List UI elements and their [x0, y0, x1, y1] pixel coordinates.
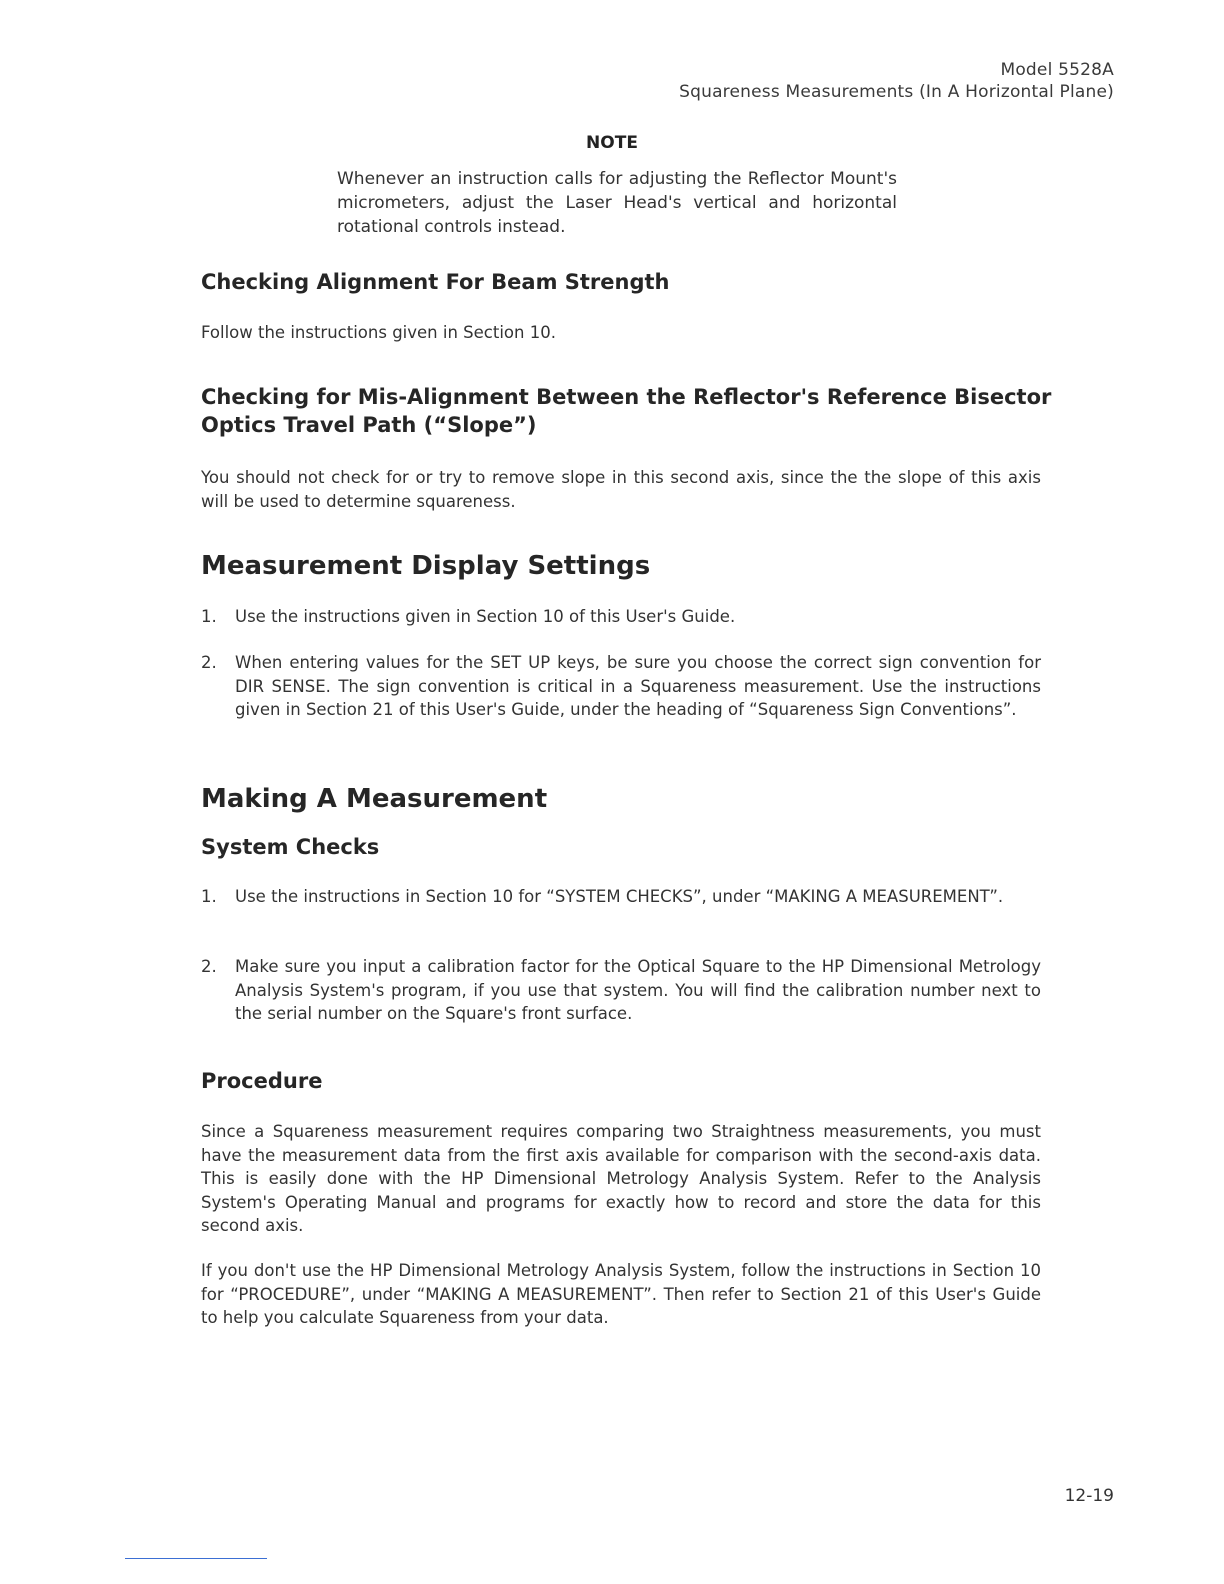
procedure-paragraph: If you don't use the HP Dimensional Metrology Analysis System, follow the instructions in Section 10 for “PROCEDURE”, under “MAKING A MEASUREMENT”. Then refer to Section 21 of this User's Guide to help you calculate Squareness from your data.: [201, 1261, 1041, 1327]
header-section-title: Squareness Measurements (In A Horizontal Plane): [679, 82, 1114, 102]
footer-divider: [125, 1558, 267, 1559]
list-item: [201, 605, 1041, 629]
list-item-text: Use the instructions given in Section 10 of this User's Guide.: [235, 607, 736, 626]
list-item-text: Use the instructions in Section 10 for “SYSTEM CHECKS”, under “MAKING A MEASUREMENT”.: [235, 887, 1004, 906]
list-item-number: 1.: [201, 887, 217, 906]
list-item-text: Make sure you input a calibration factor for the Optical Square to the HP Dimensional Metrology Analysis System's program, if you use that system. You will find the calibration number next to the serial number on the Square's front surface.: [235, 957, 1041, 1023]
heading-procedure: Procedure: [201, 1069, 323, 1093]
misalignment-text: You should not check for or try to remove slope in this second axis, since the the slope of this axis will be used to determine squareness.: [201, 468, 1041, 511]
note-title: NOTE: [586, 133, 638, 153]
heading-display-settings: Measurement Display Settings: [201, 551, 651, 581]
heading-making-measurement: Making A Measurement: [201, 784, 548, 814]
list-item-number: 2.: [201, 653, 217, 672]
list-item: [201, 885, 1041, 909]
procedure-paragraph: Since a Squareness measurement requires comparing two Straightness measurements, you must have the measurement data from the first axis available for comparison with the second-axis data. This is easily done with the HP Dimensional Metrology Analysis System. Refer to the Analysis System's Operating Manual and programs for exactly how to record and store the data for this second axis.: [201, 1122, 1041, 1235]
note-text: Whenever an instruction calls for adjusting the Reflector Mount's micrometers, adjust the Laser Head's vertical and horizontal rotational controls instead.: [337, 169, 897, 237]
list-item-number: 2.: [201, 957, 217, 976]
heading-system-checks: System Checks: [201, 835, 380, 859]
list-item: [201, 651, 1041, 722]
heading-misalignment: Checking for Mis-Alignment Between the Reflector's Reference Bisector Optics Travel Path (“Slope”): [201, 385, 1052, 437]
page-number: 12-19: [1064, 1486, 1114, 1506]
header-model: Model 5528A: [1000, 60, 1114, 80]
list-item: [201, 955, 1041, 1026]
heading-beam-strength: Checking Alignment For Beam Strength: [201, 270, 670, 294]
list-item-text: When entering values for the SET UP keys, be sure you choose the correct sign convention for DIR SENSE. The sign convention is critical in a Squareness measurement. Use the instructions given in Section 21 of this User's Guide, under the heading of “Squareness Sign Conventions”.: [235, 653, 1041, 719]
list-item-number: 1.: [201, 607, 217, 626]
beam-strength-text: Follow the instructions given in Section 10.: [201, 323, 556, 342]
